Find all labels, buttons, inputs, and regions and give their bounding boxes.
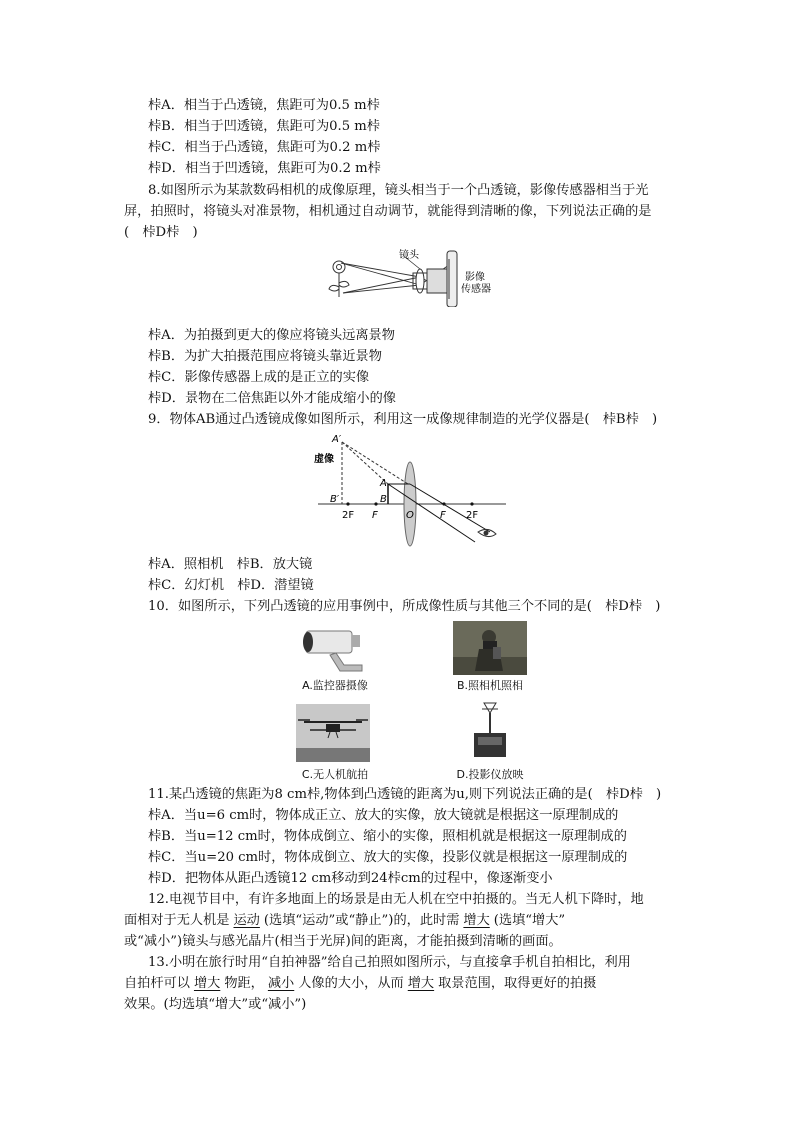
a-label: A [380, 478, 387, 489]
a-prime-label: A′ [332, 434, 342, 445]
projector-image [470, 699, 510, 761]
q10-caption-d: D.投影仪放映 [456, 768, 524, 781]
2f-right-label: 2F [466, 510, 479, 521]
q8-camera-figure [325, 247, 505, 307]
q8-stem-line-2: 屏，拍照时，将镜头对准景物，相机通过自动调节，就能得到清晰的像，下列说法正确的是 [124, 204, 652, 219]
f-left-label: F [372, 510, 378, 521]
q13-blank-1: 增大 [193, 976, 221, 991]
q12-text-c: (选填“增大” [493, 913, 566, 928]
q9-lens-diagram [310, 432, 510, 550]
q13-blank-3: 增大 [407, 976, 435, 991]
q8-option-b: 桛B．为扩大拍摄范围应将镜头靠近景物 [148, 349, 382, 364]
q13-text-a: 自拍杆可以 [124, 976, 190, 991]
q12-line-1: 12.电视节目中，有许多地面上的场景是由无人机在空中拍摄的。当无人机下降时，地 [148, 892, 644, 907]
q12-blank-2: 增大 [463, 913, 490, 928]
flower-icon [329, 261, 349, 297]
drone-image [296, 704, 370, 762]
surveillance-camera-image [296, 621, 372, 675]
q12-text-a: 面相对于无人机是 [124, 913, 230, 928]
q8-stem-line-3: ( 桛D桛 ) [124, 225, 198, 240]
q11-stem: 11.某凸透镜的焦距为8 cm桛,物体到凸透镜的距离为u,则下列说法正确的是( 桛D桛 ) [148, 787, 662, 802]
q13-text-d: 取景范围，取得更好的拍摄 [438, 976, 597, 991]
convex-lens-shape [404, 462, 416, 546]
q11-option-a: 桛A．当u=6 cm时，物体成正立、放大的实像，放大镜就是根据这一原理制成的 [148, 808, 619, 823]
q7-option-b: 桛B．相当于凹透镜，焦距可为0.5 m桛 [148, 119, 380, 134]
q9-stem: 9．物体AB通过凸透镜成像如图所示，利用这一成像规律制造的光学仪器是( 桛B桛 ) [148, 412, 658, 427]
q13-line-2 [124, 974, 596, 994]
q13-line-1: 13.小明在旅行时用“自拍神器”给自己拍照如图所示，与直接拿手机自拍相比，利用 [148, 955, 631, 970]
virtual-image-label: 虚像 [314, 454, 334, 465]
photographer-image [453, 621, 527, 675]
q13-text-c: 人像的大小，从而 [298, 976, 404, 991]
q13-line-3: 效果。(均选填“增大”或“减小”) [124, 997, 307, 1012]
q7-option-c: 桛C．相当于凸透镜，焦距可为0.2 m桛 [148, 140, 381, 155]
q7-option-d: 桛D．相当于凹透镜，焦距可为0.2 m桛 [148, 161, 381, 176]
q12-line-3: 或“减小”)镜头与感光晶片(相当于光屏)间的距离，才能拍摄到清晰的画面。 [124, 934, 562, 949]
q12-line-2 [124, 911, 565, 931]
lens-label: 镜头 [399, 250, 419, 261]
q8-option-a: 桛A．为拍摄到更大的像应将镜头远离景物 [148, 328, 395, 343]
q12-blank-1: 运动 [233, 913, 260, 928]
q8-option-d: 桛D．景物在二倍焦距以外才能成缩小的像 [148, 391, 396, 406]
q13-blank-2: 减小 [267, 976, 295, 991]
f-right-label: F [440, 510, 446, 521]
b-label: B [380, 494, 387, 505]
q8-stem-line-1: 8.如图所示为某款数码相机的成像原理，镜头相当于一个凸透镜，影像传感器相当于光 [148, 183, 649, 198]
o-label: O [406, 510, 414, 521]
sensor-label-2: 传感器 [461, 284, 491, 295]
q11-option-b: 桛B．当u=12 cm时，物体成倒立、缩小的实像，照相机就是根据这一原理制成的 [148, 829, 627, 844]
q9-options-cd: 桛C．幻灯机 桛D．潜望镜 [148, 578, 314, 593]
2f-left-label: 2F [342, 510, 355, 521]
q10-stem: 10．如图所示，下列凸透镜的应用事例中，所成像性质与其他三个不同的是( 桛D桛 ) [148, 599, 661, 614]
q10-caption-c: C.无人机航拍 [301, 768, 369, 781]
q9-options-ab: 桛A．照相机 桛B．放大镜 [148, 557, 313, 572]
q11-option-c: 桛C．当u=20 cm时，物体成倒立、放大的实像，投影仪就是根据这一原理制成的 [148, 850, 628, 865]
q10-caption-b: B.照相机照相 [456, 679, 524, 692]
sensor-label-1: 影像 [465, 272, 485, 283]
b-prime-label: B′ [330, 494, 340, 505]
q12-text-b: (选填“运动”或“静止”)的，此时需 [263, 913, 460, 928]
q10-caption-a: A.监控器摄像 [302, 679, 368, 692]
q7-option-a: 桛A．相当于凸透镜，焦距可为0.5 m桛 [148, 98, 380, 113]
q13-text-b: 物距， [224, 976, 264, 991]
q11-option-d: 桛D．把物体从距凸透镜12 cm移动到24桛cm的过程中，像逐渐变小 [148, 871, 553, 886]
q8-option-c: 桛C．影像传感器上成的是正立的实像 [148, 370, 370, 385]
